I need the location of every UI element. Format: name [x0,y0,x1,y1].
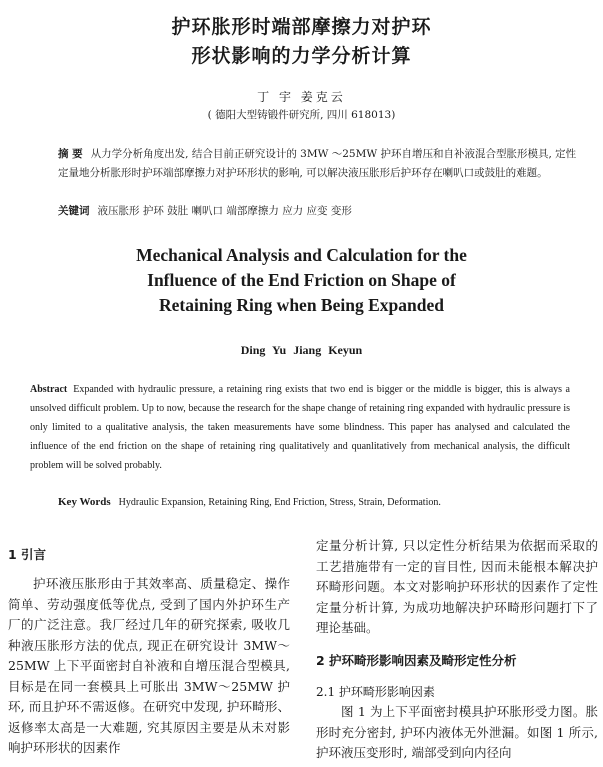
right-column-continuation: 定量分析计算, 只以定性分析结果为依据而采取的工艺措施带有一定的盲目性, 因而未能根本解决护环畸形问题。本文对影响护环形状的因素作了定性定量分析计算, 为成功地解决护环畸形问题打下了理论基础。 [316,538,598,635]
title-en-line2: Influence of the End Friction on Shape of [147,270,456,290]
section2-body: 图 1 为上下平面密封模具护环胀形受力图。胀形时充分密封, 护环内液体无外泄漏。如图 1 所示, 护环液压变形时, 端部受到向内径向 [316,704,598,760]
section1-heading: 1 引言 [8,547,47,562]
keywords-cn [58,203,578,218]
keywords-cn-label: 关键词 [58,205,90,217]
keywords-cn-text: 液压胀形 护环 鼓肚 喇叭口 端部摩擦力 应力 应变 变形 [97,205,352,217]
abstract-cn-label: 摘 要 [58,148,83,160]
affiliation-cn: ( 德阳大型铸锻件研究所, 四川 618013) [207,109,396,121]
section1-body: 护环液压胀形由于其效率高、质量稳定、操作简单、劳动强度低等优点, 受到了国内外护环生产厂的广泛注意。我厂经过几年的研究探索, 吸收几种液压胀形方法的优点, 现正在研究设计 3MW～25MW 上下平面密封自补液和自增压混合型模具, 目标是在同一套模具上可胀出 3MW～25MW 护环, 而且护环不需返修。在研究中发现, 护环畸形、返修率太高是一大难题, 究其原因主要是从未对影响护环形状的因素作 [8,576,290,755]
keywords-en-text: Hydraulic Expansion, Retaining Ring, End Friction, Stress, Strain, Deformation. [118,497,441,508]
section2-1-heading: 2.1 护环畸形影响因素 [316,685,435,699]
authors-cn: 丁 宇 姜克云 [257,90,346,104]
abstract-en [30,380,570,475]
title-cn-line1: 护环胀形时端部摩擦力对护环 [171,16,432,38]
abstract-cn-text: 从力学分析角度出发, 结合目前正研究设计的 3MW ～25MW 护环自增压和自补液混合型胀形模具, 定性定量地分析胀形时护环端部摩擦力对护环形状的影响, 可以解决液压胀形后护环存在喇叭口或鼓肚的难题。 [58,148,577,179]
abstract-en-label: Abstract [30,384,68,395]
title-en-line3: Retaining Ring when Being Expanded [159,295,444,315]
keywords-en-label: Key Words [58,496,111,508]
abstract-en-text: Expanded with hydraulic pressure, a retaining ring exists that two end is bigger or the middle is bigger, this is always a unsolved difficult problem. Up to now, because the research for the shape change of retaining ring expanded with hydraulic pressure is only limited to a qualitative analysis, the taken measurements have some blindness. This paper has analysed and calculated the influence of the end friction on the shape of retaining ring qualitatively and quanlitatively from mechanical analysis, the difficult problem will be solved probably. [30,384,570,471]
authors-en: Ding Yu Jiang Keyun [240,343,363,357]
title-en-line1: Mechanical Analysis and Calculation for the [136,245,467,265]
abstract-cn [58,145,578,183]
section2-heading: 2 护环畸形影响因素及畸形定性分析 [316,653,517,668]
title-cn-line2: 形状影响的力学分析计算 [191,45,412,67]
keywords-en [58,496,578,508]
